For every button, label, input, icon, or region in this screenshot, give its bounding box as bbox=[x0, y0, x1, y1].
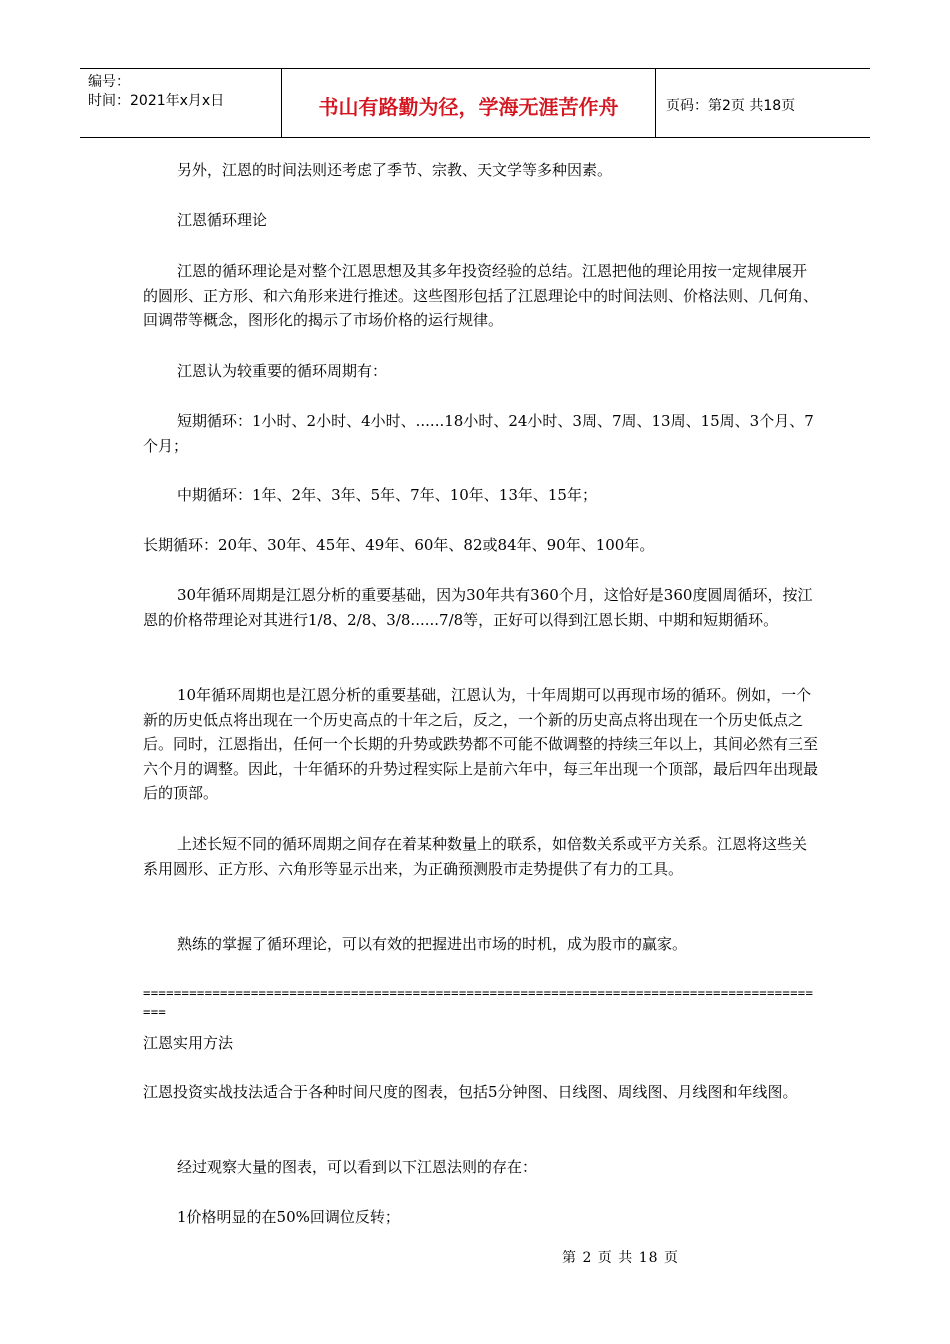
document-date-label: 时间：2021年x月x日 bbox=[88, 93, 225, 109]
paragraph: 上述长短不同的循环周期之间存在着某种数量上的联系，如倍数关系或平方关系。江恩将这些关系用圆形、正方形、六角形等显示出来，为正确预测股市走势提供了有力的工具。 bbox=[143, 835, 808, 878]
section-heading: 江恩实用方法 bbox=[143, 1034, 234, 1052]
paragraph: 江恩投资实战技法适合于各种时间尺度的图表，包括5分钟图、日线图、周线图、月线图和年线图。 bbox=[143, 1083, 798, 1101]
paragraph: 长期循环：20年、30年、45年、49年、60年、82或84年、90年、100年。 bbox=[143, 536, 655, 554]
paragraph: 另外，江恩的时间法则还考虑了季节、宗教、天文学等多种因素。 bbox=[177, 161, 613, 179]
paragraph: 经过观察大量的图表，可以看到以下江恩法则的存在： bbox=[177, 1158, 538, 1176]
page-header bbox=[80, 68, 870, 138]
paragraph: 10年循环周期也是江恩分析的重要基础，江恩认为，十年周期可以再现市场的循环。例如，一个新的历史低点将出现在一个历史高点的十年之后，反之，一个新的历史高点将出现在一个历史低点之后。同时，江恩指出，任何一个长期的升势或跌势都不可能不做调整的持续三年以上，其间必然有三至六个月的调整。因此，十年循环的升势过程实际上是前六年中，每三年出现一个顶部，最后四年出现最后的顶部。 bbox=[143, 686, 819, 802]
header-meta bbox=[80, 69, 282, 137]
paragraph: 短期循环：1小时、2小时、4小时、......18小时、24小时、3周、7周、13周、15周、3个月、7个月； bbox=[143, 412, 814, 455]
paragraph: 熟练的掌握了循环理论，可以有效的把握进出市场的时机，成为股市的赢家。 bbox=[177, 935, 688, 953]
paragraph: 江恩的循环理论是对整个江恩思想及其多年投资经验的总结。江恩把他的理论用按一定规律展开的圆形、正方形、和六角形来进行推述。这些图形包括了江恩理论中的时间法则、价格法则、几何角、回调带等概念，图形化的揭示了市场价格的运行规律。 bbox=[143, 262, 819, 329]
separator-line: ========================================================================================== bbox=[143, 986, 814, 1019]
header-motto: 书山有路勤为径，学海无涯苦作舟 bbox=[282, 69, 656, 137]
header-page-number: 页码：第2页 共18页 bbox=[666, 98, 796, 114]
paragraph: 江恩认为较重要的循环周期有： bbox=[177, 362, 388, 380]
section-heading: 江恩循环理论 bbox=[177, 211, 268, 229]
paragraph: 30年循环周期是江恩分析的重要基础，因为30年共有360个月，这恰好是360度圆周循环，按江恩的价格带理论对其进行1/8、2/8、3/8......7/8等，正好可以得到江恩长期、中期和短期循环。 bbox=[143, 586, 813, 629]
page-footer: 第 2 页 共 18 页 bbox=[562, 1250, 679, 1266]
paragraph: 中期循环：1年、2年、3年、5年、7年、10年、13年、15年； bbox=[177, 486, 597, 504]
paragraph: 1价格明显的在50%回调位反转； bbox=[177, 1208, 400, 1226]
document-number-label: 编号： bbox=[88, 74, 130, 90]
